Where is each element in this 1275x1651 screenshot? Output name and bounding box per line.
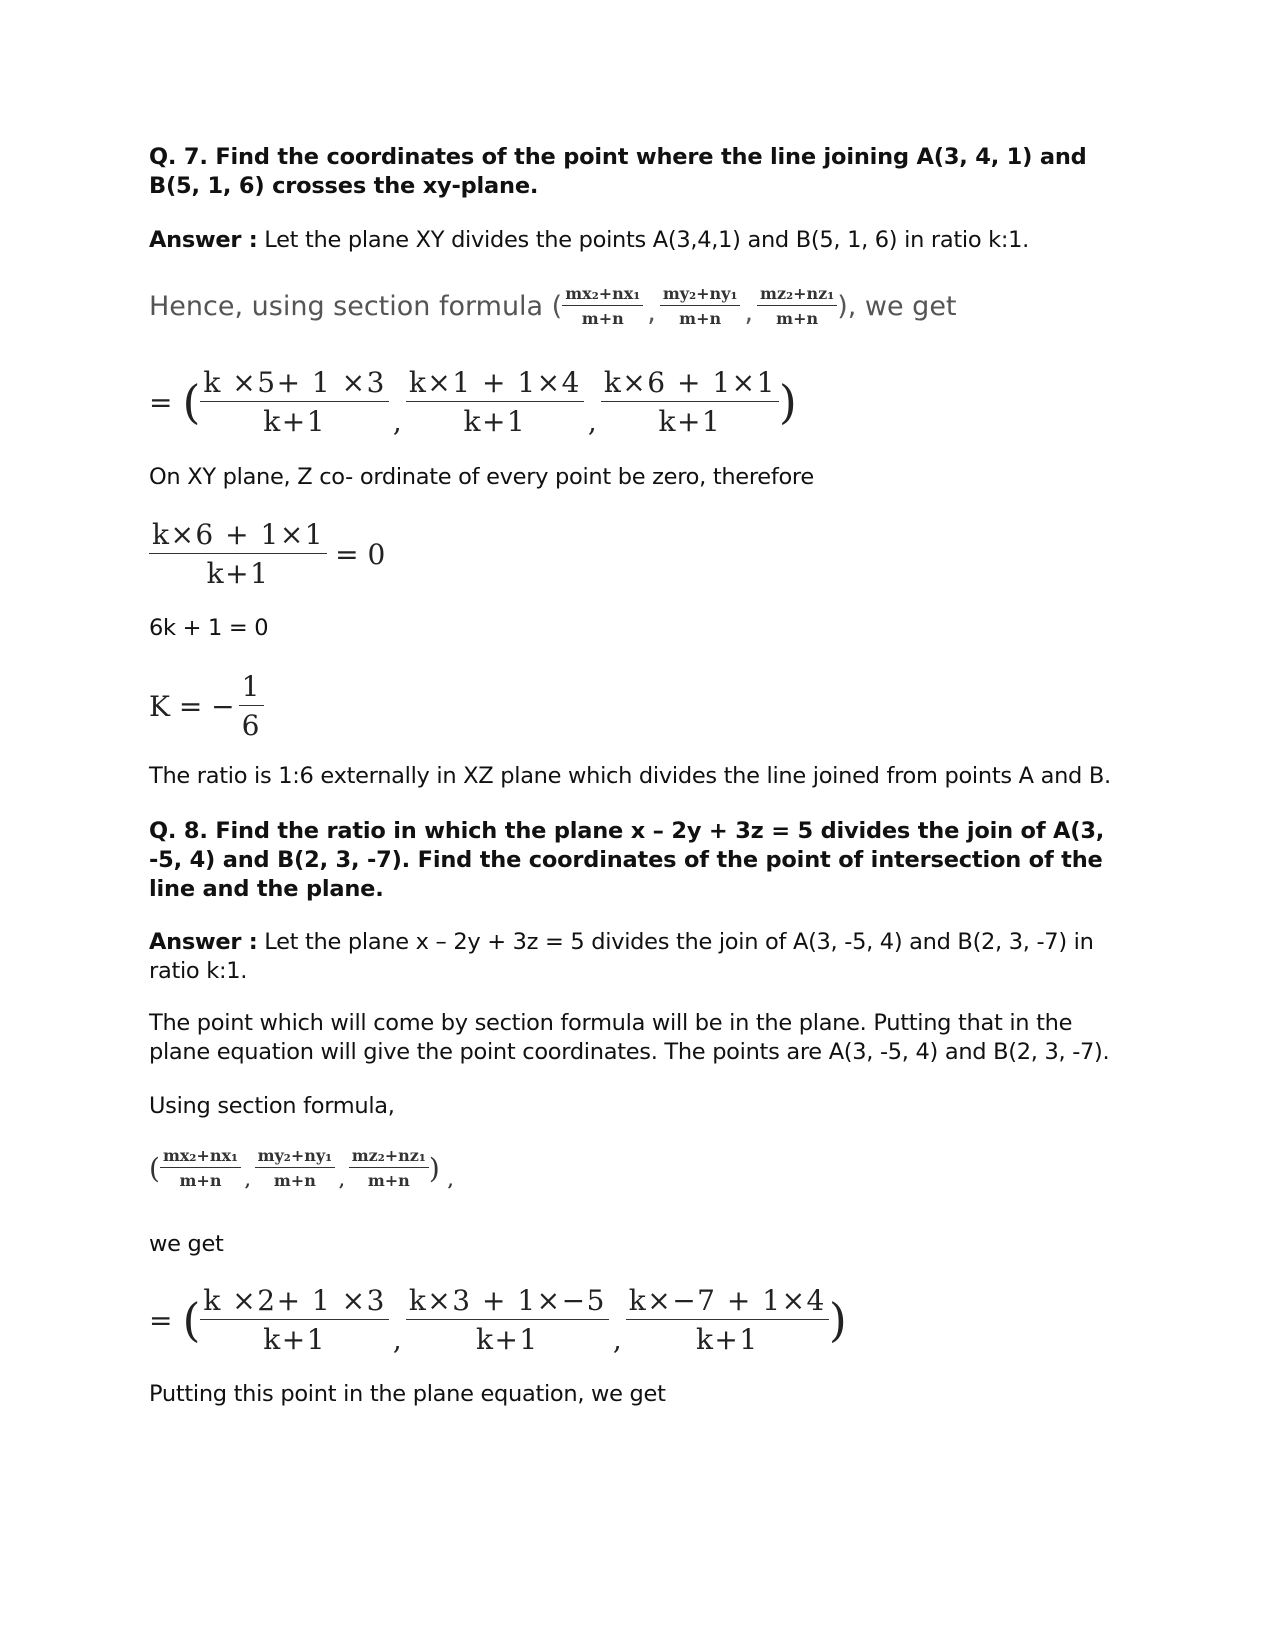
- q7-k-value: K = − $\frac{1}{6}$: [149, 670, 264, 742]
- q8-point-text: The point which will come by section formula will be in the plane. Putting that in the plane equation will give the point coordinates. The points are A(3, -5, 4) and B(2, 3, -7).: [149, 1010, 1110, 1065]
- q8-expr1-z: $\frac{k\times-7 + 1\times 4}{k+1}$: [626, 1284, 829, 1356]
- q7-formula-x: $\frac{\text{mx₂+nx₁}}{m+n}$: [562, 284, 643, 328]
- q8-answer-label: Answer :: [149, 929, 258, 955]
- q7-answer: [149, 226, 1129, 255]
- q8-answer: [149, 928, 1129, 986]
- q8-formula-z: $\frac{\text{mz₂+nz₁}}{m+n}$: [349, 1146, 429, 1190]
- q8-we-get: we get: [149, 1231, 224, 1257]
- q8-formula-x: $\frac{\text{mx₂+nx₁}}{m+n}$: [160, 1146, 241, 1190]
- q7-expr1-z: $\frac{k\times 6 + 1\times 1}{k+1}$: [601, 366, 779, 438]
- q7-answer-text: Let the plane XY divides the points A(3,4,1) and B(5, 1, 6) in ratio k:1.: [257, 227, 1030, 253]
- q8-expression-1: = ( $\frac{k \times 2+ 1 \times 3}{k+1}$ , $\frac{k\times 3 + 1\times-5}{k+1}$ , $\frac{k\times-7 + 1\times 4}{k+1}$ ): [149, 1284, 847, 1356]
- q7-we-get-inline: ), we get: [837, 290, 957, 322]
- q8-expr1-y: $\frac{k\times 3 + 1\times-5}{k+1}$: [406, 1284, 609, 1356]
- q8-formula-y: $\frac{\text{my₂+ny₁}}{m+n}$: [255, 1146, 336, 1190]
- q7-answer-label: Answer :: [149, 227, 258, 253]
- q7-hence-text: Hence, using section formula (: [149, 290, 563, 322]
- q7-question: Q. 7. Find the coordinates of the point where the line joining A(3, 4, 1) and B(5, 1, 6) crosses the xy-plane.: [149, 144, 1087, 199]
- q7-expr1-y: $\frac{k\times 1 + 1\times 4}{k+1}$: [406, 366, 584, 438]
- q7-section-formula-line: Hence, using section formula ( $\frac{\text{mx₂+nx₁}}{m+n}$ , $\frac{\text{my₂+ny₁}}{m+n}$ , $\frac{\text{mz₂+nz₁}}{m+n}$ ), we get: [149, 284, 957, 328]
- q8-expr1-x: $\frac{k \times 2+ 1 \times 3}{k+1}$: [200, 1284, 389, 1356]
- q7-expr1-x: $\frac{k \times 5+ 1 \times 3}{k+1}$: [200, 366, 389, 438]
- q7-xy-plane-text: On XY plane, Z co- ordinate of every point be zero, therefore: [149, 464, 814, 490]
- q7-formula-y: $\frac{\text{my₂+ny₁}}{m+n}$: [660, 284, 741, 328]
- q7-expression-2: $\frac{k\times 6 + 1\times 1}{k+1}$ = 0: [149, 518, 385, 590]
- q7-ratio-text: The ratio is 1:6 externally in XZ plane which divides the line joined from points A and B.: [149, 763, 1111, 789]
- q8-putting-text: Putting this point in the plane equation, we get: [149, 1381, 666, 1407]
- q8-section-formula: ( $\frac{\text{mx₂+nx₁}}{m+n}$ , $\frac{\text{my₂+ny₁}}{m+n}$ , $\frac{\text{mz₂+nz₁}}{m+n}$ ) ,: [149, 1146, 454, 1190]
- q7-formula-z: $\frac{\text{mz₂+nz₁}}{m+n}$: [757, 284, 837, 328]
- q7-expression-1: = ( $\frac{k \times 5+ 1 \times 3}{k+1}$ , $\frac{k\times 1 + 1\times 4}{k+1}$ , $\frac{k\times 6 + 1\times 1}{k+1}$ ): [149, 366, 797, 438]
- q8-answer-text: Let the plane x – 2y + 3z = 5 divides the join of A(3, -5, 4) and B(2, 3, -7) in ratio k:1.: [149, 929, 1094, 984]
- q8-question: Q. 8. Find the ratio in which the plane x – 2y + 3z = 5 divides the join of A(3, -5, 4) and B(2, 3, -7). Find the coordinates of the point of intersection of the line and the plane.: [149, 818, 1105, 902]
- q8-using-text: Using section formula,: [149, 1093, 395, 1119]
- q7-equation-line: 6k + 1 = 0: [149, 615, 269, 641]
